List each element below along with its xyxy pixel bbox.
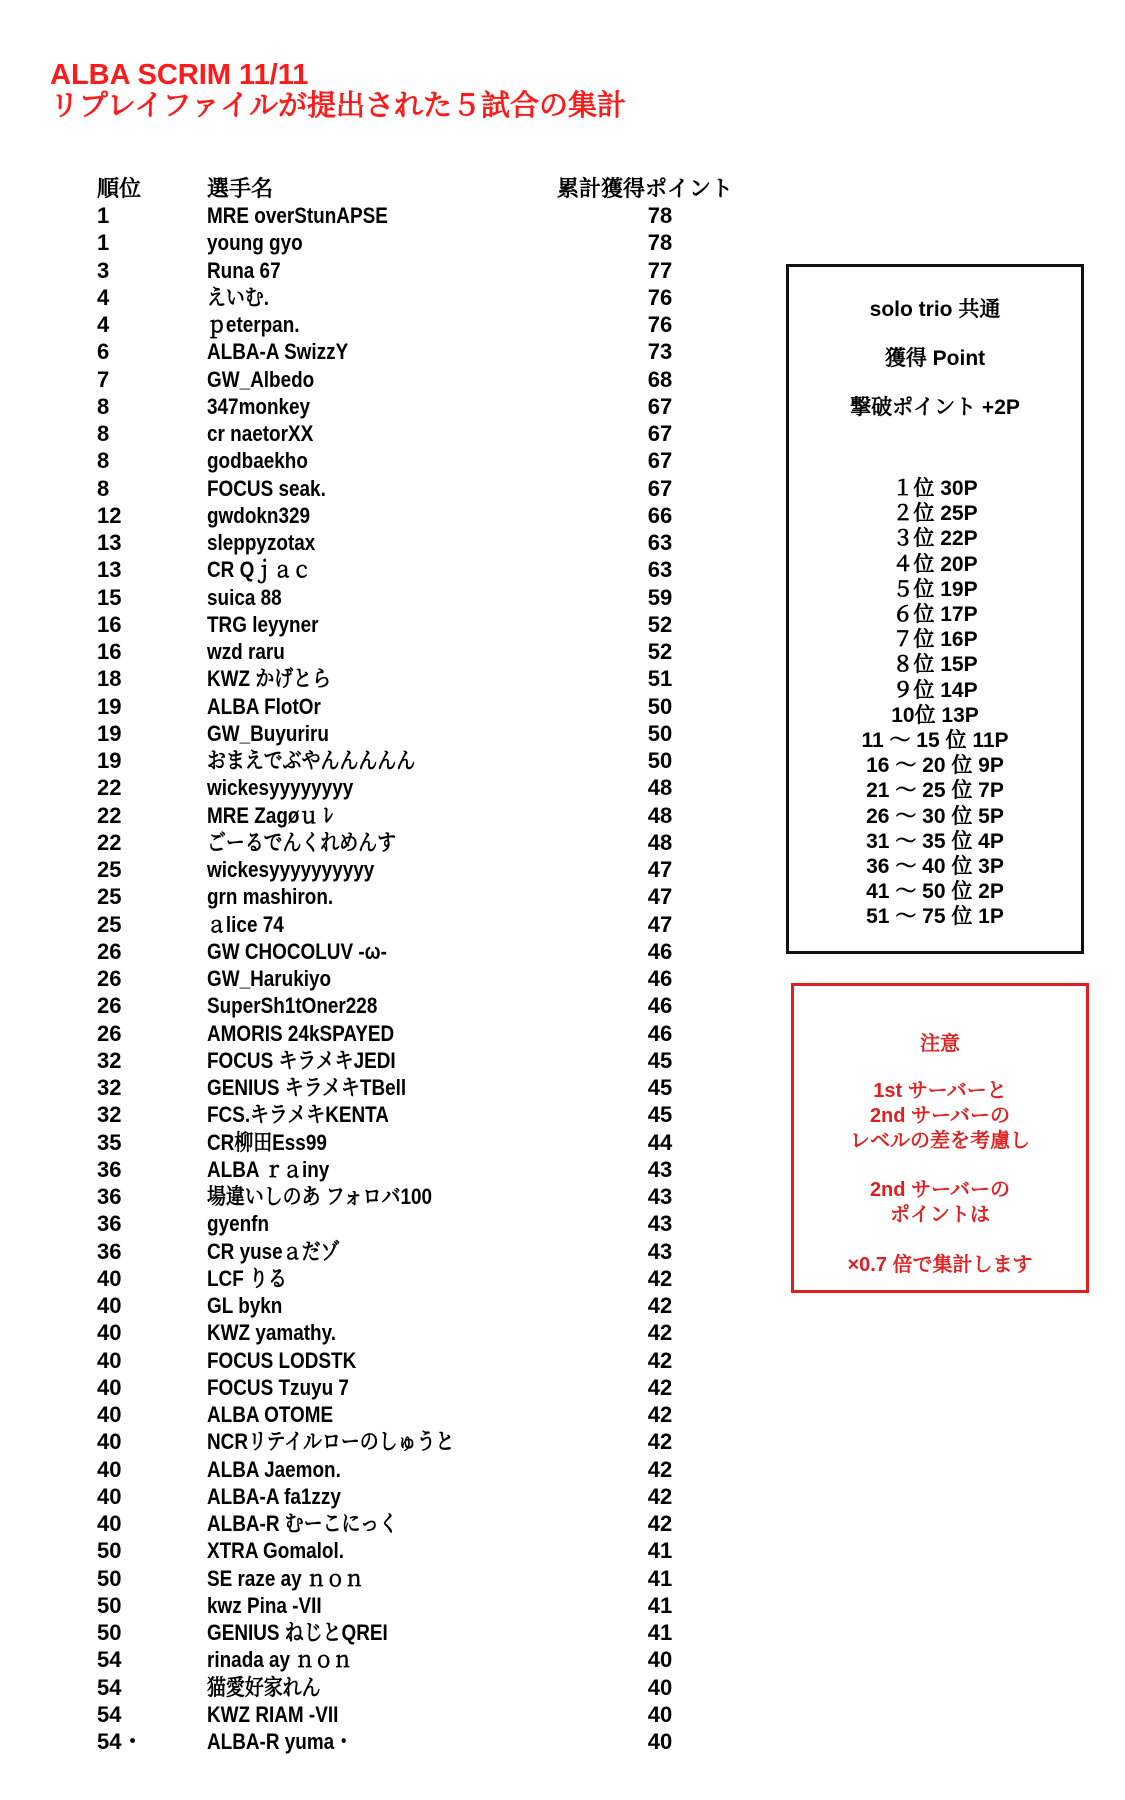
placement-points-item: ６位 17P [892,603,978,627]
rank-cell: 18 [97,666,122,692]
placement-points-item: ２位 25P [892,502,978,526]
table-row [0,1483,780,1510]
player-name-cell: KWZ yamathy. [207,1320,336,1346]
rank-cell: 36 [97,1156,122,1182]
rank-cell: 13 [97,557,122,583]
rank-cell: 8 [97,421,110,446]
rank-cell: 54 [97,1701,122,1727]
points-cell: 59 [647,584,673,610]
player-name-cell: AMORIS 24kSPAYED [207,1020,395,1046]
page-title [50,60,626,122]
table-row [0,911,780,938]
table-row [0,1401,780,1428]
rank-cell: 40 [97,1429,122,1455]
points-cell: 41 [647,1565,673,1591]
points-cell: 46 [647,966,673,991]
points-cell: 42 [647,1429,673,1455]
points-cell: 52 [647,639,673,664]
table-row [0,747,780,774]
points-cell: 41 [647,1620,673,1645]
player-name-cell: おまえでぶやんんんんん [207,748,416,773]
point-rules-title: 獲得 Point [884,347,986,370]
point-rules-mode: solo trio 共通 [869,298,1001,321]
rank-cell: 50 [97,1565,122,1591]
table-row [0,665,780,692]
player-name-cell: GENIUS ねじとQREI [207,1620,388,1645]
table-row [0,1074,780,1101]
player-name-cell: MRE overStunAPSE [207,203,388,228]
player-name-cell: GW_Harukiyo [207,966,332,991]
rank-cell: 50 [97,1620,122,1645]
rank-cell: 40 [97,1320,122,1346]
rank-cell: 54・ [97,1729,144,1754]
player-name-cell: kwz Pina -VII [207,1592,322,1618]
header-name: 選手名 [207,176,274,201]
rank-cell: 40 [97,1402,122,1427]
rank-cell: 16 [97,611,122,637]
points-cell: 40 [647,1701,673,1727]
player-name-cell: young gyo [207,230,303,256]
points-cell: 63 [647,557,673,583]
points-cell: 42 [647,1347,673,1373]
player-name-cell: cr naetorXX [207,421,314,446]
table-row [0,1265,780,1292]
table-row [0,447,780,474]
points-cell: 46 [647,938,673,964]
ranking-table [0,202,780,1755]
points-cell: 41 [647,1538,673,1564]
player-name-cell: godbaekho [207,448,308,474]
rank-cell: 13 [97,530,122,555]
player-name-cell: NCRリテイルローのしゅうと [207,1429,455,1455]
table-row [0,1238,780,1265]
points-cell: 41 [647,1592,673,1618]
rank-cell: 32 [97,1075,122,1100]
placement-points-item: ４位 20P [892,552,978,576]
placement-points-item: 51 ～ 75 位 1P [866,905,1004,929]
title-line-1: ALBA SCRIM 11/11 [50,59,309,91]
points-cell: 45 [647,1075,673,1100]
rank-cell: 22 [97,802,122,828]
rank-cell: 25 [97,884,122,910]
notice-line: レベルの差を考慮し [850,1130,1030,1152]
table-row [0,393,780,420]
table-row [0,1537,780,1564]
table-row [0,1374,780,1401]
rank-cell: 32 [97,1047,122,1073]
rank-cell: 25 [97,911,122,937]
points-cell: 40 [647,1647,673,1673]
table-row [0,502,780,529]
table-row [0,829,780,856]
table-row [0,556,780,583]
player-name-cell: suica 88 [207,584,282,610]
player-name-cell: GW_Albedo [207,366,315,392]
player-name-cell: ｐeterpan. [207,312,300,337]
table-row [0,720,780,747]
points-cell: 43 [647,1211,673,1237]
table-row [0,1020,780,1047]
rank-cell: 54 [97,1674,122,1700]
header-points: 累計獲得ポイント [557,176,734,201]
table-row [0,1129,780,1156]
placement-points-item: 16 ～ 20 位 9P [866,754,1004,778]
rank-cell: 19 [97,693,122,719]
rank-cell: 50 [97,1592,122,1618]
rank-cell: 22 [97,775,122,801]
rank-cell: 8 [97,475,110,501]
rank-cell: 19 [97,720,122,746]
points-cell: 45 [647,1047,673,1073]
table-row [0,1156,780,1183]
rank-cell: 40 [97,1456,122,1482]
table-row [0,420,780,447]
table-row [0,1701,780,1728]
rank-cell: 8 [97,448,110,474]
table-row [0,529,780,556]
placement-points-item: 10位 13P [891,703,979,727]
points-cell: 46 [647,1020,673,1046]
player-name-cell: CR柳田Ess99 [207,1129,327,1155]
placement-points-item: ９位 14P [892,678,978,702]
table-row [0,693,780,720]
table-row [0,992,780,1019]
table-row [0,965,780,992]
points-cell: 52 [647,611,673,637]
points-cell: 42 [647,1456,673,1482]
rank-cell: 36 [97,1238,122,1264]
player-name-cell: ALBA-A fa1zzy [207,1483,341,1509]
placement-points-item: ３位 22P [892,527,978,551]
rank-cell: 54 [97,1647,122,1673]
rank-cell: 40 [97,1293,122,1318]
table-row [0,1047,780,1074]
table-row [0,1510,780,1537]
table-row [0,1210,780,1237]
table-row [0,1619,780,1646]
table-row [0,802,780,829]
rank-cell: 1 [97,230,110,256]
table-row [0,1101,780,1128]
points-cell: 44 [647,1129,673,1155]
player-name-cell: えいむ. [207,284,270,310]
rank-cell: 35 [97,1129,122,1155]
player-name-cell: GW_Buyuriru [207,720,329,746]
points-cell: 68 [647,366,673,392]
placement-points-list [789,476,1081,930]
kill-points: 撃破ポイント +2P [850,396,1020,419]
player-name-cell: gyenfn [207,1211,270,1237]
points-cell: 63 [647,530,673,555]
player-name-cell: SE raze ay ｎｏｎ [207,1565,364,1591]
placement-points-item: １位 30P [892,477,978,500]
player-name-cell: ごーるでんくれめんす [207,829,397,855]
placement-points-item: 21 ～ 25 位 7P [866,779,1004,803]
player-name-cell: MRE Zagøｕ ﾚ [207,802,334,828]
rank-cell: 40 [97,1511,122,1536]
player-name-cell: GENIUS キラメキTBell [207,1075,407,1100]
rank-cell: 15 [97,584,122,610]
notice-box [791,983,1089,1293]
player-name-cell: 場違いしのあ フォロバ100 [207,1184,433,1209]
points-cell: 67 [647,475,673,501]
rank-cell: 16 [97,639,122,664]
points-cell: 78 [647,203,673,228]
player-name-cell: wzd raru [207,639,285,664]
table-row [0,475,780,502]
table-row [0,1319,780,1346]
points-cell: 42 [647,1402,673,1427]
table-row [0,611,780,638]
player-name-cell: GW CHOCOLUV -ω- [207,938,387,964]
rank-cell: 26 [97,966,122,991]
rank-cell: 26 [97,1020,122,1046]
rank-cell: 40 [97,1483,122,1509]
table-row [0,1646,780,1673]
points-cell: 50 [647,720,673,746]
points-cell: 48 [647,775,673,801]
player-name-cell: XTRA Gomalol. [207,1538,345,1564]
table-row [0,1565,780,1592]
points-cell: 67 [647,421,673,446]
player-name-cell: KWZ RIAM -VII [207,1701,339,1727]
notice-line: ポイントは [890,1204,990,1226]
player-name-cell: KWZ かげとら [207,666,332,692]
points-cell: 51 [647,666,673,692]
rank-cell: 7 [97,366,110,392]
rank-cell: 8 [97,393,110,419]
table-row [0,883,780,910]
rank-cell: 26 [97,993,122,1019]
points-cell: 43 [647,1238,673,1264]
player-name-cell: gwdokn329 [207,502,311,528]
player-name-cell: CR yuseａだゾ [207,1238,340,1264]
player-name-cell: FOCUS LODSTK [207,1347,357,1373]
placement-points-item: ８位 15P [892,653,978,677]
rank-cell: 36 [97,1184,122,1209]
player-name-cell: ALBA FlotOr [207,693,321,719]
player-name-cell: ALBA-R yuma・ [207,1729,354,1754]
points-cell: 77 [647,257,673,283]
table-row [0,1456,780,1483]
rank-cell: 4 [97,284,110,310]
points-cell: 46 [647,993,673,1019]
table-row [0,774,780,801]
notice-line: 2nd サーバーの [869,1179,1011,1201]
notice-title: 注意 [920,1033,960,1055]
points-cell: 76 [647,284,673,310]
points-cell: 42 [647,1511,673,1536]
points-cell: 45 [647,1102,673,1128]
table-row [0,638,780,665]
rank-cell: 6 [97,339,110,365]
table-row [0,938,780,965]
table-row [0,1347,780,1374]
rank-cell: 25 [97,857,122,882]
rank-cell: 12 [97,502,122,528]
points-cell: 47 [647,884,673,910]
player-name-cell: SuperSh1tOner228 [207,993,378,1019]
placement-points-item: 11 ～ 15 位 11P [861,729,1009,753]
rank-cell: 22 [97,829,122,855]
player-name-cell: FCS.キラメキKENTA [207,1102,389,1128]
table-row [0,584,780,611]
table-row [0,229,780,256]
points-cell: 42 [647,1374,673,1400]
player-name-cell: 347monkey [207,393,311,419]
table-row [0,1728,780,1755]
player-name-cell: TRG leyyner [207,611,319,637]
rank-cell: 26 [97,938,122,964]
rank-cell: 40 [97,1374,122,1400]
player-name-cell: ALBA OTOME [207,1402,334,1427]
player-name-cell: LCF りる [207,1265,287,1291]
points-cell: 67 [647,448,673,474]
points-cell: 43 [647,1184,673,1209]
table-row [0,1592,780,1619]
points-cell: 42 [647,1265,673,1291]
placement-points-item: 41 ～ 50 位 2P [866,880,1004,904]
title-line-2: リプレイファイルが提出された５試合の集計 [50,90,626,122]
table-row [0,338,780,365]
table-row [0,311,780,338]
rank-cell: 36 [97,1211,122,1237]
notice-line: 2nd サーバーの [869,1105,1011,1127]
rank-cell: 3 [97,257,110,283]
table-row [0,1674,780,1701]
points-cell: 48 [647,829,673,855]
player-name-cell: rinada ay ｎｏｎ [207,1647,353,1673]
player-name-cell: ALBA Jaemon. [207,1456,341,1482]
notice-multiplier: ×0.7 倍で集計します [847,1254,1033,1276]
rank-cell: 32 [97,1102,122,1128]
player-name-cell: ALBA ｒａiny [207,1156,330,1182]
rank-cell: 19 [97,748,122,773]
player-name-cell: FOCUS seak. [207,475,326,501]
placement-points-item: ７位 16P [892,628,978,652]
table-row [0,284,780,311]
rank-cell: 4 [97,312,110,337]
player-name-cell: wickesyyyyyyyy [207,775,354,801]
rank-cell: 40 [97,1347,122,1373]
notice-line: 1st サーバーと [873,1080,1007,1102]
table-row [0,1183,780,1210]
points-cell: 76 [647,312,673,337]
rank-cell: 40 [97,1265,122,1291]
placement-points-item: 36 ～ 40 位 3P [866,855,1004,879]
points-cell: 50 [647,693,673,719]
placement-points-item: 31 ～ 35 位 4P [866,829,1004,853]
placement-points-item: ５位 19P [892,577,978,601]
player-name-cell: ALBA-R むーこにっく [207,1511,398,1536]
player-name-cell: FOCUS Tzuyu 7 [207,1374,349,1400]
points-cell: 42 [647,1293,673,1318]
player-name-cell: wickesyyyyyyyyyy [207,857,375,882]
player-name-cell: grn mashiron. [207,884,334,910]
header-rank: 順位 [97,176,142,201]
player-name-cell: CR Qｊａｃ [207,557,312,583]
table-row [0,366,780,393]
rank-cell: 50 [97,1538,122,1564]
points-cell: 73 [647,339,673,365]
player-name-cell: Runa 67 [207,257,281,283]
points-cell: 78 [647,230,673,256]
player-name-cell: 猫愛好家れん [207,1674,321,1700]
points-cell: 42 [647,1320,673,1346]
player-name-cell: FOCUS キラメキJEDI [207,1047,396,1073]
points-cell: 47 [647,911,673,937]
points-cell: 50 [647,748,673,773]
points-cell: 40 [647,1674,673,1700]
points-cell: 42 [647,1483,673,1509]
table-row [0,202,780,229]
table-row [0,257,780,284]
points-cell: 40 [647,1729,673,1754]
table-row [0,1292,780,1319]
player-name-cell: ａlice 74 [207,911,284,937]
table-row [0,1428,780,1455]
player-name-cell: ALBA-A SwizzY [207,339,349,365]
placement-points-item: 26 ～ 30 位 5P [866,804,1004,828]
point-rules-box [786,264,1084,954]
player-name-cell: sleppyzotax [207,530,316,555]
rank-cell: 1 [97,203,110,228]
table-row [0,856,780,883]
points-cell: 67 [647,393,673,419]
points-cell: 48 [647,802,673,828]
player-name-cell: GL bykn [207,1293,283,1318]
points-cell: 66 [647,502,673,528]
points-cell: 43 [647,1156,673,1182]
points-cell: 47 [647,857,673,882]
